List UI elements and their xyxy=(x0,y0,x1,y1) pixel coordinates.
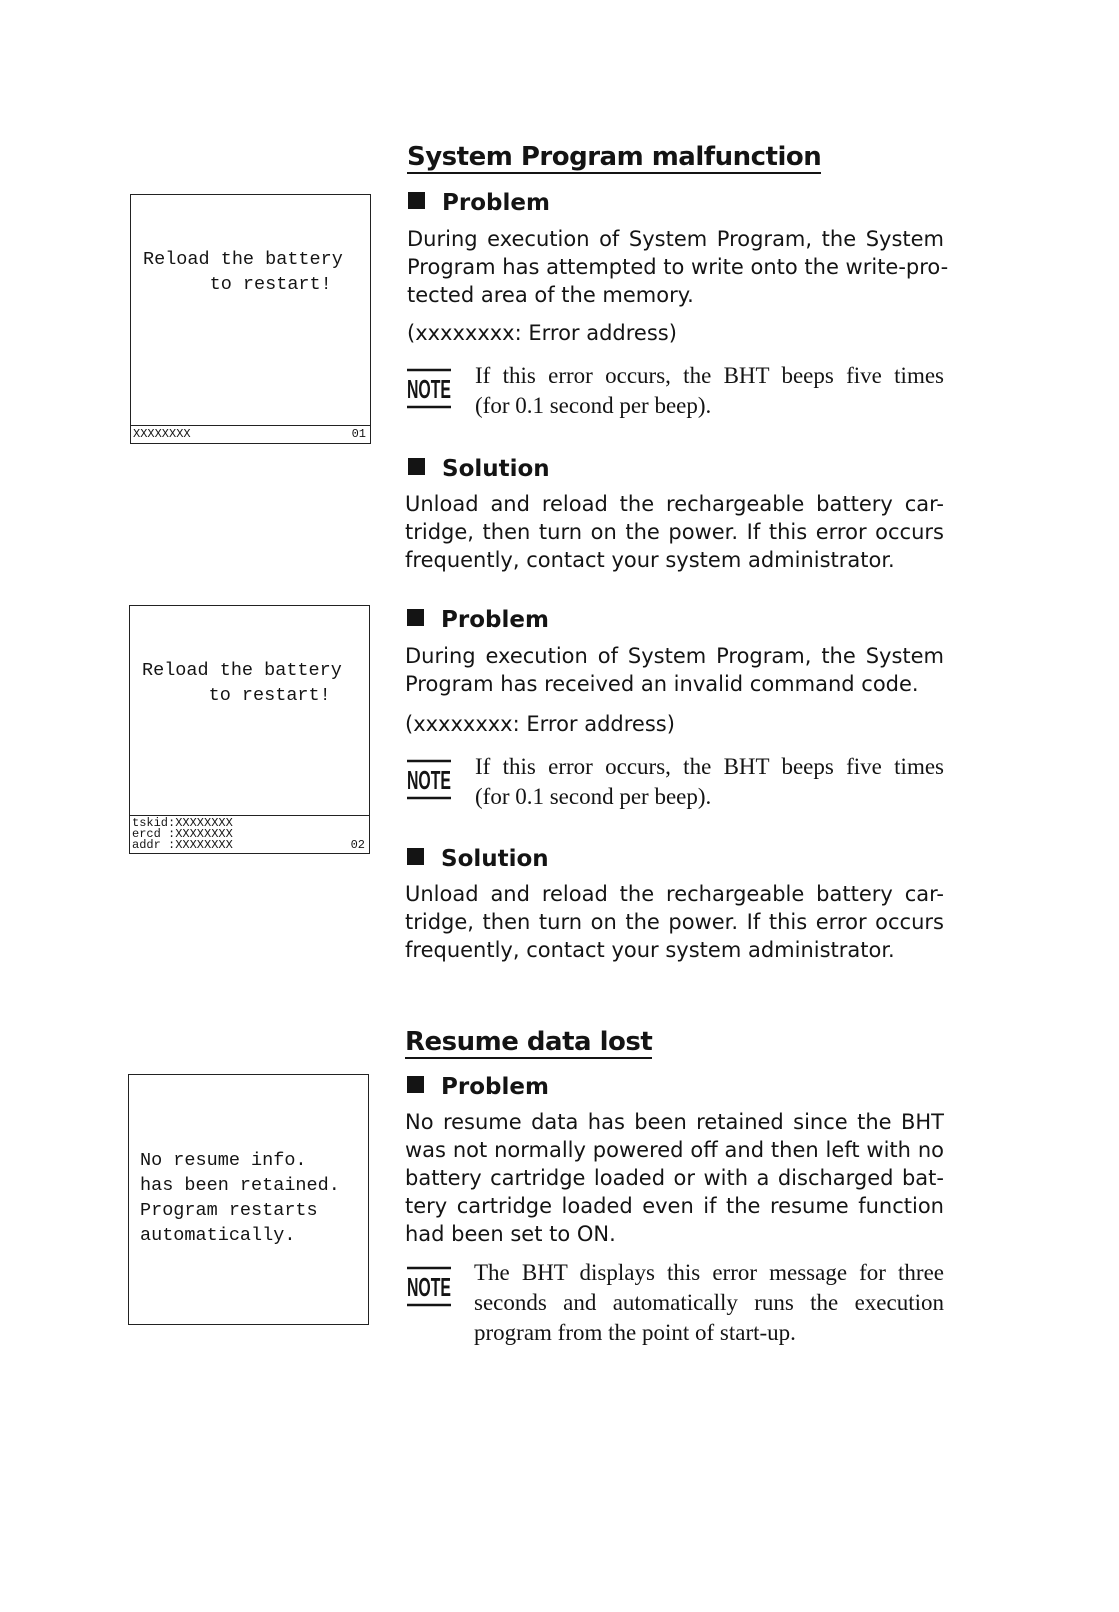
screen-3-line-3: Program restarts xyxy=(140,1200,318,1221)
svg-text:NOTE: NOTE xyxy=(407,1272,451,1302)
bullet-square-icon xyxy=(407,1076,424,1093)
problem-heading-1: Problem xyxy=(408,189,550,217)
problem-text-2: During execution of System Program, the System Program has received an invalid command code. xyxy=(405,644,944,696)
screen-2-addr: addr :XXXXXXXX xyxy=(132,838,233,852)
error-address-2: (xxxxxxxx: Error address) xyxy=(405,712,675,736)
bullet-square-icon xyxy=(408,192,425,209)
bullet-square-icon xyxy=(408,458,425,475)
section-title-system-program-malfunction: System Program malfunction xyxy=(407,142,822,172)
screen-3-line-4: automatically. xyxy=(140,1225,296,1246)
problem-text-3: No resume data has been retained since the BHT was not normally powered off and then left with no battery cartridge loaded or with a discharged bat- tery cartridge loaded even if the resume function had been set to ON. xyxy=(405,1110,944,1246)
screen-2-line-2: to restart! xyxy=(142,685,331,706)
problem-heading-3: Problem xyxy=(407,1073,549,1101)
solution-heading-1: Solution xyxy=(408,455,550,483)
screen-3-line-1: No resume info. xyxy=(140,1150,307,1171)
svg-text:NOTE: NOTE xyxy=(407,765,451,795)
lcd-screen-3 xyxy=(128,1074,369,1325)
solution-text-2: Unload and reload the rechargeable battery car- tridge, then turn on the power. If this error occurs frequently, contact your system administrator. xyxy=(405,882,944,962)
note-text-1: If this error occurs, the BHT beeps five times (for 0.1 second per beep). xyxy=(475,363,944,418)
screen-1-line-1: Reload the battery xyxy=(143,249,343,270)
note-text-2: If this error occurs, the BHT beeps five times (for 0.1 second per beep). xyxy=(475,754,944,809)
screen-1-number: 01 xyxy=(351,427,366,441)
note-text-3: The BHT displays this error message for three seconds and automatically runs the execution program from the point of start-up. xyxy=(474,1260,944,1345)
error-address-1: (xxxxxxxx: Error address) xyxy=(407,321,677,345)
solution-text-1: Unload and reload the rechargeable battery car- tridge, then turn on the power. If this error occurs frequently, contact your system administrator. xyxy=(405,492,944,572)
screen-1-line-2: to restart! xyxy=(143,274,332,295)
problem-heading-2: Problem xyxy=(407,606,549,634)
note-icon xyxy=(405,758,453,802)
screen-2-tskid: tskid:XXXXXXXX xyxy=(132,816,233,830)
lcd-screen-2 xyxy=(129,605,370,854)
screen-2-line-1: Reload the battery xyxy=(142,660,342,681)
section-title-resume-data-lost: Resume data lost xyxy=(405,1027,653,1057)
screen-1-code: XXXXXXXX xyxy=(133,427,191,441)
problem-text-1: During execution of System Program, the System Program has attempted to write onto the write-pro- tected area of the memory. xyxy=(407,227,949,307)
bullet-square-icon xyxy=(407,609,424,626)
svg-text:NOTE: NOTE xyxy=(407,374,451,404)
lcd-screen-1 xyxy=(130,194,371,444)
screen-2-ercd: ercd :XXXXXXXX xyxy=(132,827,233,841)
bullet-square-icon xyxy=(407,848,424,865)
note-icon xyxy=(405,367,453,411)
screen-3-line-2: has been retained. xyxy=(140,1175,340,1196)
solution-heading-2: Solution xyxy=(407,845,549,873)
note-icon xyxy=(405,1265,453,1309)
screen-2-number: 02 xyxy=(350,838,365,852)
